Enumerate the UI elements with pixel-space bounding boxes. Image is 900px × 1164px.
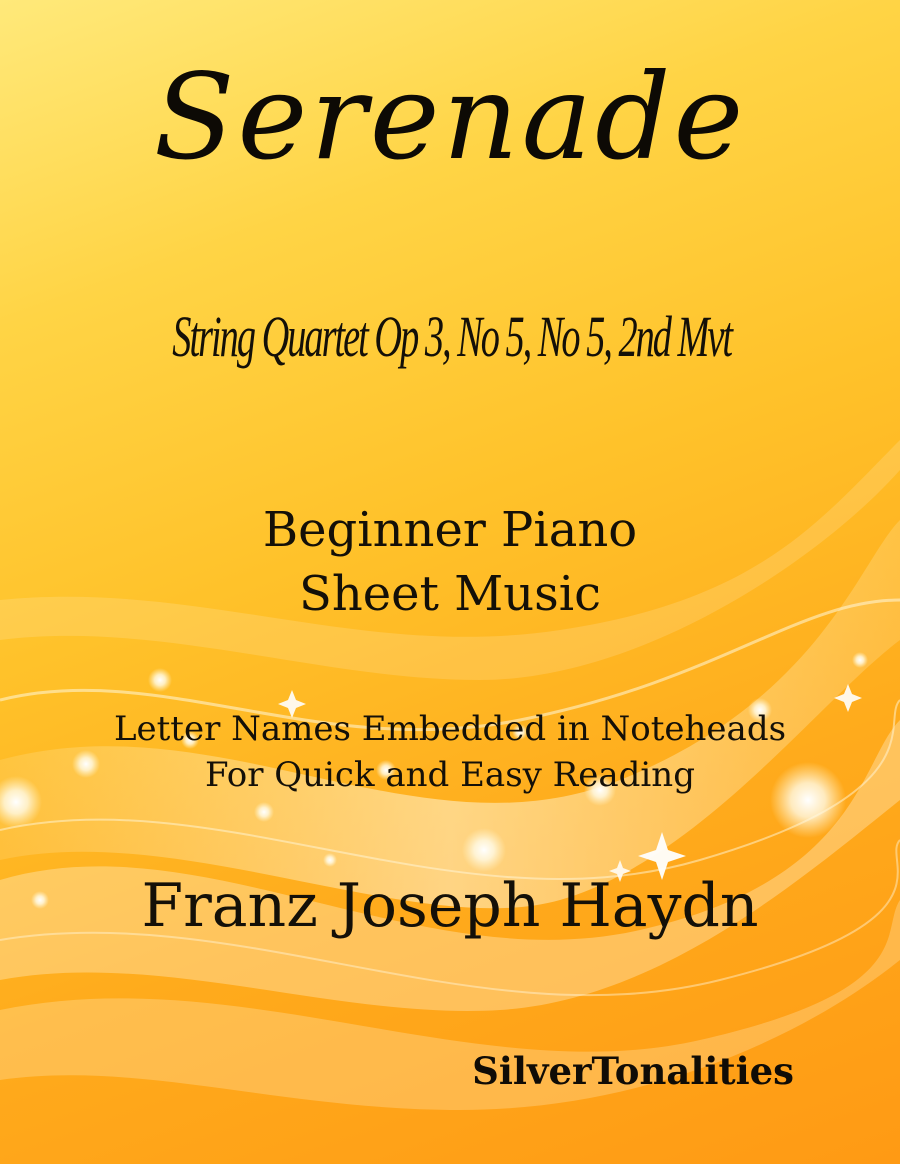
publisher-name: SilverTonalities <box>472 1049 794 1093</box>
description-line-2: For Quick and Easy Reading <box>205 755 695 795</box>
composer-name: Franz Joseph Haydn <box>141 871 759 941</box>
title: Serenade <box>153 48 747 186</box>
level-line-2: Sheet Music <box>298 566 602 622</box>
level-line-1: Beginner Piano <box>262 502 638 558</box>
level-heading <box>0 498 900 626</box>
description <box>0 706 900 798</box>
subtitle: String Quartet Op 3, No 5, No 5, 2nd Mvt <box>172 304 732 369</box>
description-line-1: Letter Names Embedded in Noteheads <box>113 709 787 749</box>
